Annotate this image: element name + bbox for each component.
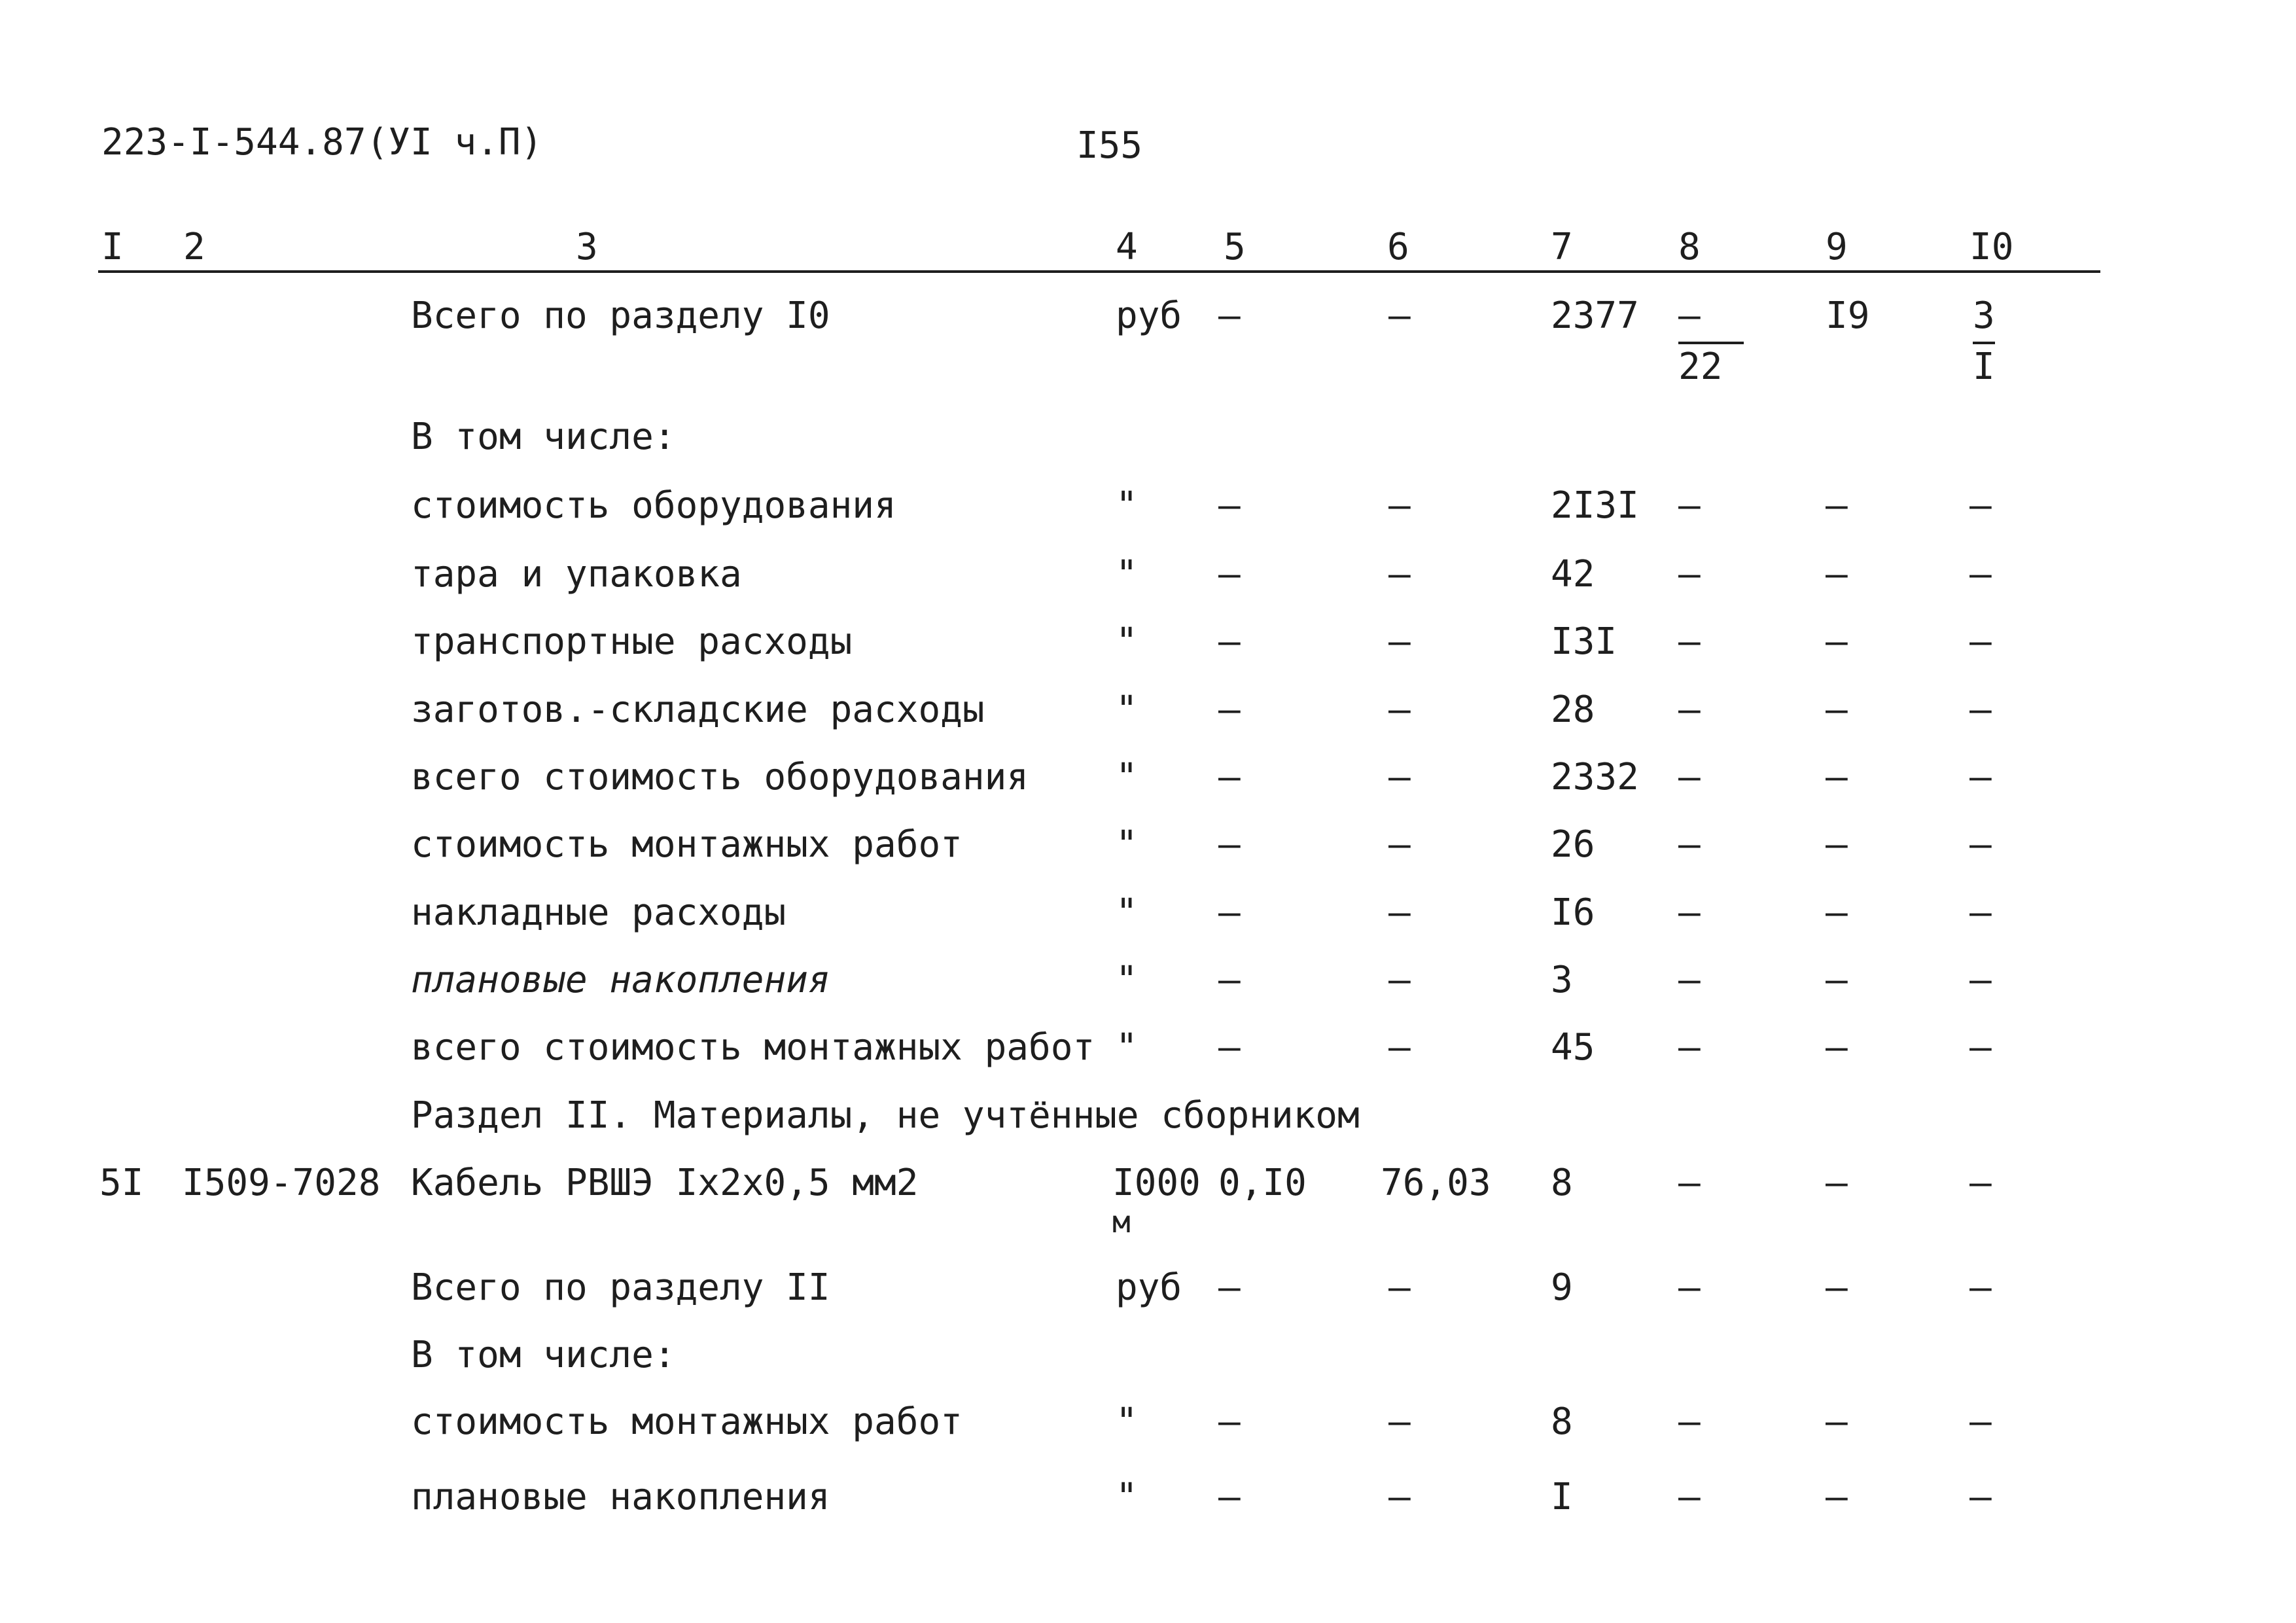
fraction-denominator: I <box>1973 346 1995 388</box>
row-col5: – <box>1218 823 1241 866</box>
row-col6: – <box>1388 756 1411 798</box>
row-col9: – <box>1826 1476 1848 1518</box>
row-col6: – <box>1388 959 1411 1001</box>
row-col6: – <box>1388 553 1411 596</box>
row-col8: – <box>1678 891 1701 934</box>
row-unit: " <box>1116 620 1138 663</box>
row-col5: – <box>1218 1266 1241 1309</box>
column-header-1: I <box>101 226 124 268</box>
row-col9: – <box>1826 688 1848 731</box>
column-header-9: 9 <box>1826 226 1848 268</box>
row-name: Кабель РВШЭ Iх2х0,5 мм2 <box>411 1162 919 1204</box>
column-header-7: 7 <box>1551 226 1573 268</box>
row-col5: – <box>1218 294 1241 337</box>
column-header-3: 3 <box>576 226 598 268</box>
row-col8: – <box>1678 688 1701 731</box>
row-col9: – <box>1826 1026 1848 1069</box>
row-col6: – <box>1388 484 1411 527</box>
row-unit: руб <box>1116 1266 1182 1309</box>
row-unit: " <box>1116 959 1138 1001</box>
row-col10: – <box>1969 688 1992 731</box>
row-col7: 26 <box>1551 823 1595 866</box>
header-rule <box>98 270 2100 273</box>
row-col8: – <box>1678 484 1701 527</box>
row-unit: " <box>1116 688 1138 731</box>
row-col8: – <box>1678 756 1701 798</box>
including-label: В том числе: <box>411 1334 676 1376</box>
document-code: 223-I-544.87(УI ч.П) <box>101 121 543 164</box>
column-header-6: 6 <box>1387 226 1409 268</box>
fraction-numerator: 3 <box>1973 294 1995 337</box>
row-col6: 76,03 <box>1381 1162 1491 1204</box>
row-unit: руб <box>1116 294 1182 337</box>
column-header-4: 4 <box>1116 226 1138 268</box>
row-unit: " <box>1116 823 1138 866</box>
row-col5: – <box>1218 1476 1241 1518</box>
row-col5: – <box>1218 891 1241 934</box>
row-col10: – <box>1969 1476 1992 1518</box>
row-col7: 9 <box>1551 1266 1573 1309</box>
col8-fraction <box>1678 294 1744 393</box>
row-col7: I6 <box>1551 891 1595 934</box>
row-col2: I509-7028 <box>182 1162 381 1204</box>
row-name: заготов.-складские расходы <box>411 688 985 731</box>
row-col10: – <box>1969 1400 1992 1443</box>
row-col8: – <box>1678 1266 1701 1309</box>
row-col9: – <box>1826 1266 1848 1309</box>
row-col9: – <box>1826 1162 1848 1204</box>
row-col7: 45 <box>1551 1026 1595 1069</box>
row-col7: I <box>1551 1476 1573 1518</box>
fraction-bar <box>1678 342 1744 344</box>
row-col8: – <box>1678 1476 1701 1518</box>
row-col10: – <box>1969 891 1992 934</box>
row-col7: 8 <box>1551 1162 1573 1204</box>
column-header-2: 2 <box>183 226 205 268</box>
row-unit: " <box>1116 1476 1138 1518</box>
row-col1: 5I <box>99 1162 144 1204</box>
row-col5: – <box>1218 1026 1241 1069</box>
row-col5: – <box>1218 959 1241 1001</box>
row-col8: – <box>1678 1162 1701 1204</box>
row-col9: – <box>1826 1400 1848 1443</box>
row-col7: 42 <box>1551 553 1595 596</box>
row-col6: – <box>1388 891 1411 934</box>
row-unit: " <box>1116 553 1138 596</box>
row-col6: – <box>1388 1266 1411 1309</box>
row-name: стоимость монтажных работ <box>411 1400 963 1443</box>
row-unit: " <box>1116 484 1138 527</box>
row-name: Всего по разделу I0 <box>411 294 830 337</box>
row-col6: – <box>1388 1026 1411 1069</box>
row-name: транспортные расходы <box>411 620 853 663</box>
row-name: плановые накопления <box>411 1476 830 1518</box>
row-col8: – <box>1678 1026 1701 1069</box>
row-unit: " <box>1116 891 1138 934</box>
row-col10: – <box>1969 823 1992 866</box>
row-col7: 28 <box>1551 688 1595 731</box>
row-col9: – <box>1826 959 1848 1001</box>
row-col5: – <box>1218 484 1241 527</box>
row-col7: 2332 <box>1551 756 1639 798</box>
column-header-10: I0 <box>1969 226 2014 268</box>
row-name: стоимость монтажных работ <box>411 823 963 866</box>
row-col9: I9 <box>1826 294 1870 337</box>
row-col6: – <box>1388 1400 1411 1443</box>
column-header-8: 8 <box>1678 226 1701 268</box>
row-col6: – <box>1388 688 1411 731</box>
row-col7: I3I <box>1551 620 1617 663</box>
row-unit: " <box>1116 1400 1138 1443</box>
section-title: Раздел II. Материалы, не учтённые сборником <box>411 1094 1360 1137</box>
row-col10: – <box>1969 1266 1992 1309</box>
row-col8: – <box>1678 553 1701 596</box>
row-name: накладные расходы <box>411 891 786 934</box>
row-col8: – <box>1678 620 1701 663</box>
row-unit: I000 <box>1112 1162 1201 1204</box>
row-col9: – <box>1826 891 1848 934</box>
row-col10: – <box>1969 553 1992 596</box>
row-col9: – <box>1826 620 1848 663</box>
row-col9: – <box>1826 823 1848 866</box>
row-name: всего стоимость оборудования <box>411 756 1029 798</box>
row-col10: – <box>1969 620 1992 663</box>
row-name: плановые накопления <box>411 959 830 1001</box>
row-col6: – <box>1388 1476 1411 1518</box>
row-col7: 2I3I <box>1551 484 1639 527</box>
including-label: В том числе: <box>411 416 676 458</box>
row-col9: – <box>1826 553 1848 596</box>
row-col5: – <box>1218 553 1241 596</box>
row-col9: – <box>1826 756 1848 798</box>
row-col6: – <box>1388 620 1411 663</box>
row-col5: – <box>1218 756 1241 798</box>
row-col5: – <box>1218 620 1241 663</box>
row-col10: – <box>1969 959 1992 1001</box>
row-name: Всего по разделу II <box>411 1266 830 1309</box>
row-col8: – <box>1678 959 1701 1001</box>
row-col9: – <box>1826 484 1848 527</box>
page-number: I55 <box>1076 124 1143 167</box>
row-col10: – <box>1969 484 1992 527</box>
fraction-bar <box>1973 342 1995 344</box>
row-col5: 0,I0 <box>1218 1162 1307 1204</box>
row-col8: – <box>1678 1400 1701 1443</box>
row-name: всего стоимость монтажных работ <box>411 1026 1095 1069</box>
col10-fraction <box>1973 294 1999 393</box>
row-col8: – <box>1678 823 1701 866</box>
row-col6: – <box>1388 823 1411 866</box>
row-col10: – <box>1969 1162 1992 1204</box>
fraction-numerator: – <box>1678 294 1701 337</box>
row-unit-sub: м <box>1112 1204 1131 1240</box>
row-unit: " <box>1116 1026 1138 1069</box>
row-col10: – <box>1969 1026 1992 1069</box>
row-col7: 2377 <box>1551 294 1639 337</box>
row-col5: – <box>1218 688 1241 731</box>
row-col7: 3 <box>1551 959 1573 1001</box>
row-col7: 8 <box>1551 1400 1573 1443</box>
row-unit: " <box>1116 756 1138 798</box>
column-header-5: 5 <box>1224 226 1246 268</box>
fraction-denominator: 22 <box>1678 346 1723 388</box>
row-name: тара и упаковка <box>411 553 742 596</box>
row-name: стоимость оборудования <box>411 484 896 527</box>
row-col10: – <box>1969 756 1992 798</box>
row-col6: – <box>1388 294 1411 337</box>
row-col5: – <box>1218 1400 1241 1443</box>
